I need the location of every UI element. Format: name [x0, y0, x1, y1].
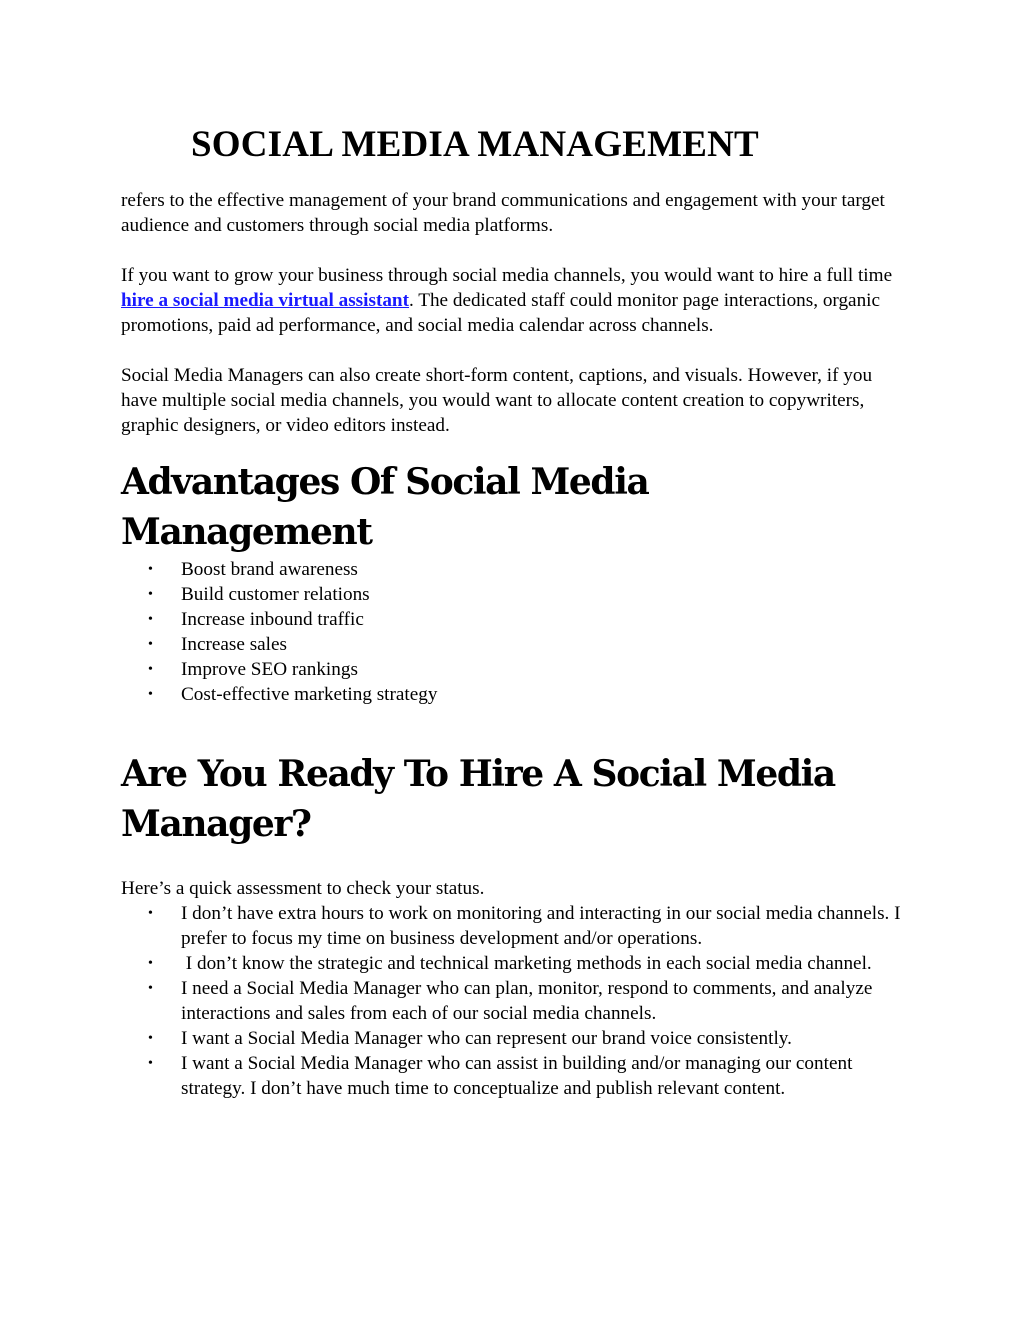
hire-paragraph	[121, 263, 902, 338]
hire-paragraph-text-after: . The dedicated staff could monitor page interactions, organic promotions, paid ad performance, and social media calendar across channels.	[121, 290, 881, 336]
advantages-heading: Advantages Of Social Media Management	[121, 461, 649, 553]
list-item-text: Improve SEO rankings	[181, 659, 358, 680]
list-item	[148, 607, 902, 632]
bullet-icon: •	[148, 612, 153, 627]
list-item-text: I don’t know the strategic and technical marketing methods in each social media channel.	[181, 953, 872, 974]
list-item	[148, 1026, 902, 1051]
bullet-icon: •	[148, 587, 153, 602]
list-item-text: I want a Social Media Manager who can represent our brand voice consistently.	[181, 1028, 792, 1049]
assessment-list	[121, 901, 902, 1101]
bullet-icon: •	[148, 637, 153, 652]
bullet-icon: •	[148, 906, 153, 921]
assessment-intro: Here’s a quick assessment to check your status.	[121, 878, 485, 899]
list-item-text: I need a Social Media Manager who can plan, monitor, respond to comments, and analyze interactions and sales from each of our social media channels.	[181, 978, 873, 1024]
bullet-icon: •	[148, 662, 153, 677]
list-item-text: Boost brand awareness	[181, 559, 358, 580]
content-creation-paragraph: Social Media Managers can also create short-form content, captions, and visuals. However, if you have multiple social media channels, you would want to allocate content creation to copywriters, graphic designers, or video editors instead.	[121, 365, 873, 436]
list-item-text: I don’t have extra hours to work on monitoring and interacting in our social media channels. I prefer to focus my time on business development and/or operations.	[181, 903, 901, 949]
list-item-text: Build customer relations	[181, 584, 370, 605]
hire-virtual-assistant-link[interactable]: hire a social media virtual assistant	[121, 290, 409, 311]
advantages-list	[121, 557, 902, 707]
bullet-icon: •	[148, 956, 153, 971]
list-item	[148, 557, 902, 582]
list-item	[148, 657, 902, 682]
list-item-text: I want a Social Media Manager who can assist in building and/or managing our content strategy. I don’t have much time to conceptualize and publish relevant content.	[181, 1053, 853, 1099]
list-item-text: Increase sales	[181, 634, 287, 655]
list-item-text: Cost-effective marketing strategy	[181, 684, 438, 705]
bullet-icon: •	[148, 1031, 153, 1046]
bullet-icon: •	[148, 687, 153, 702]
bullet-icon: •	[148, 1056, 153, 1071]
list-item-text: Increase inbound traffic	[181, 609, 364, 630]
ready-to-hire-heading: Are You Ready To Hire A Social Media Manager?	[121, 753, 835, 845]
bullet-icon: •	[148, 981, 153, 996]
list-item	[148, 901, 902, 951]
intro-paragraph: refers to the effective management of your brand communications and engagement with your target audience and customers through social media platforms.	[121, 190, 885, 236]
list-item	[148, 976, 902, 1026]
hire-paragraph-text-before: If you want to grow your business through social media channels, you would want to hire a full time	[121, 265, 893, 286]
list-item	[148, 682, 902, 707]
list-item	[148, 582, 902, 607]
list-item	[148, 1051, 902, 1101]
list-item	[148, 951, 902, 976]
list-item	[148, 632, 902, 657]
bullet-icon: •	[148, 562, 153, 577]
page-title: SOCIAL MEDIA MANAGEMENT	[191, 124, 759, 165]
